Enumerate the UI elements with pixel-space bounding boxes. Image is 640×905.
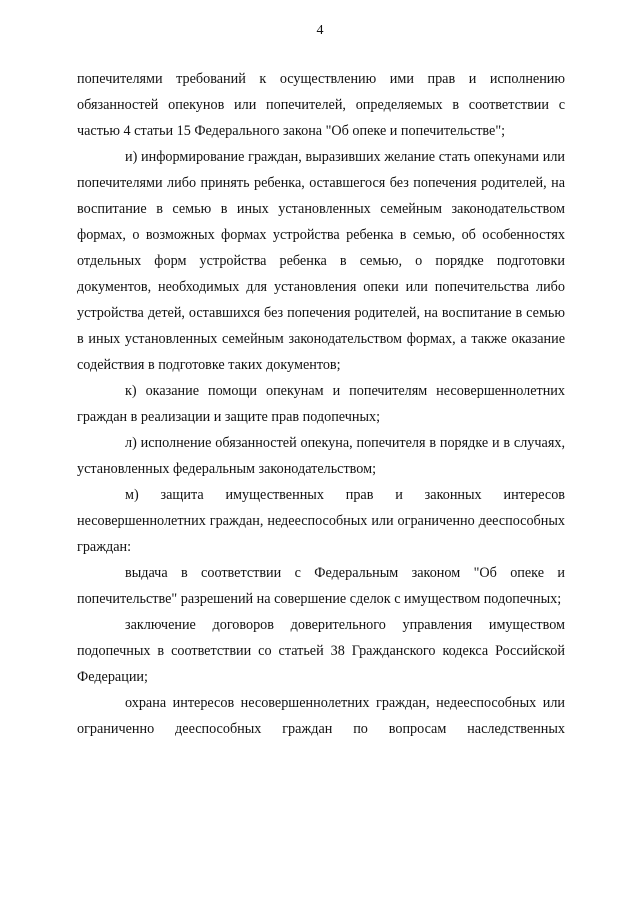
page-number: 4 [316, 23, 324, 38]
document-body [77, 66, 565, 742]
paragraph-item-l: л) исполнение обязанностей опекуна, попечителя в порядке и в случаях, установленных федеральным законодательством; [77, 435, 565, 477]
paragraph-subitem-inheritance: охрана интересов несовершеннолетних граждан, недееспособных или ограниченно дееспособных граждан по вопросам наследственных [77, 695, 565, 737]
paragraph-subitem-trust-management: заключение договоров доверительного управления имуществом подопечных в соответствии со статьей 38 Гражданского кодекса Российской Федерации; [77, 617, 565, 685]
paragraph-item-i: и) информирование граждан, выразивших желание стать опекунами или попечителями либо принять ребенка, оставшегося без попечения родителей, на воспитание в семью в иных установленных семейным законодательством формах, о возможных формах устройства ребенка в семью, об особенностях отдельных форм устройства ребенка в семью, о порядке подготовки документов, необходимых для установления опеки или попечительства либо устройства детей, оставшихся без попечения родителей, на воспитание в семью в иных установленных семейным законодательством формах, а также оказание содействия в подготовке таких документов; [77, 149, 565, 373]
paragraph-continuation: попечителями требований к осуществлению ими прав и исполнению обязанностей опекунов или попечителей, определяемых в соответствии с частью 4 статьи 15 Федерального закона "Об опеке и попечительстве"; [77, 71, 565, 139]
paragraph-item-k: к) оказание помощи опекунам и попечителям несовершеннолетних граждан в реализации и защите прав подопечных; [77, 383, 565, 425]
paragraph-subitem-permits: выдача в соответствии с Федеральным законом "Об опеке и попечительстве" разрешений на совершение сделок с имуществом подопечных; [77, 565, 565, 607]
paragraph-item-m: м) защита имущественных прав и законных интересов несовершеннолетних граждан, недееспособных или ограниченно дееспособных граждан: [77, 487, 565, 555]
